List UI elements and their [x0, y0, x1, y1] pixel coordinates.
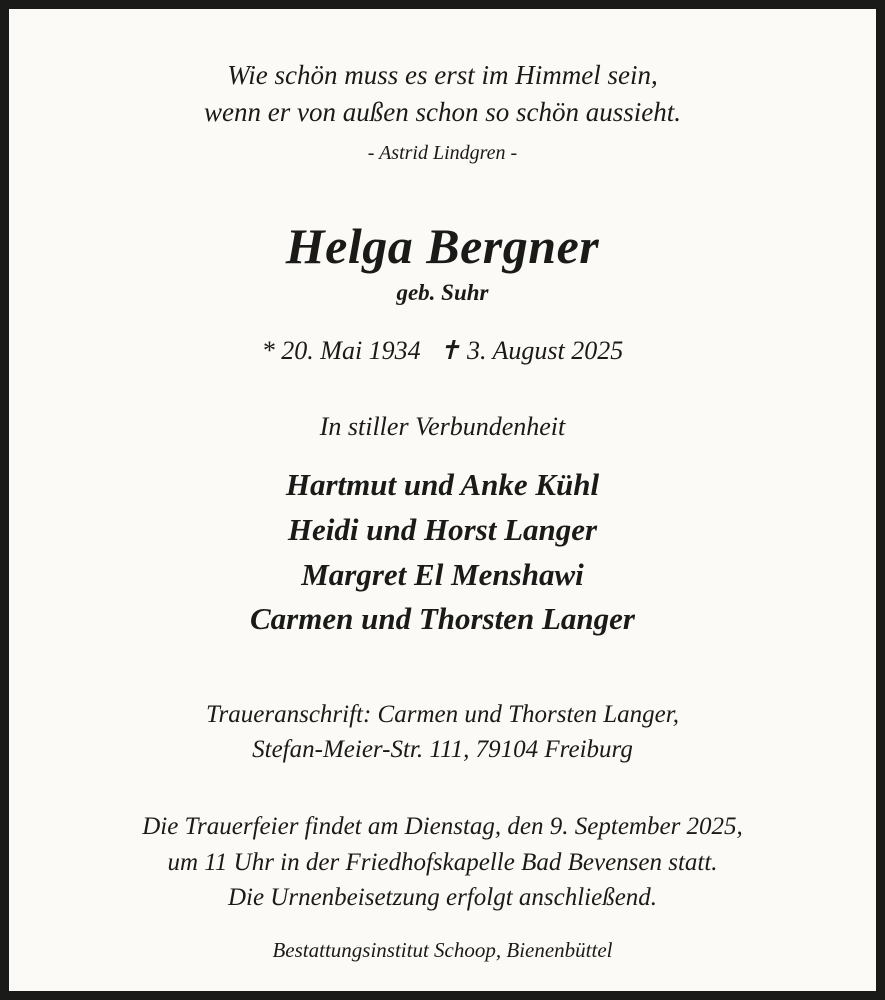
quote-line-2: wenn er von außen schon so schön aussieht. — [204, 96, 681, 127]
death-date: ✝ 3. August 2025 — [438, 335, 624, 365]
address-line-1: Traueranschrift: Carmen und Thorsten Langer, — [206, 701, 679, 729]
mourner-item: Heidi und Horst Langer — [287, 511, 598, 547]
mourner-item: Carmen und Thorsten Langer — [249, 601, 635, 637]
condolence-intro: In stiller Verbundenheit — [319, 411, 566, 441]
life-dates — [262, 336, 623, 366]
funeral-home: Bestattungsinstitut Schoop, Bienenbüttel — [272, 938, 613, 962]
ceremony-line-3: Die Urnenbeisetzung erfolgt anschließend. — [227, 884, 658, 912]
mourners-list — [250, 466, 635, 638]
quote-text — [204, 57, 681, 130]
quote-line-1: Wie schön muss es erst im Himmel sein, — [227, 60, 658, 90]
ceremony-line-1: Die Trauerfeier findet am Dienstag, den 9. September 2025, — [142, 813, 743, 841]
mourner-item: Hartmut und Anke Kühl — [285, 466, 600, 502]
mourning-address — [206, 698, 679, 767]
ceremony-details — [142, 809, 743, 916]
deceased-maiden-name: geb. Suhr — [396, 279, 489, 305]
birth-date: * 20. Mai 1934 — [261, 335, 421, 365]
quote-author: - Astrid Lindgren - — [367, 142, 518, 165]
mourner-item: Margret El Menshawi — [301, 556, 584, 592]
ceremony-line-2: um 11 Uhr in der Friedhofskapelle Bad Bevensen statt. — [167, 848, 718, 876]
address-line-2: Stefan-Meier-Str. 111, 79104 Freiburg — [252, 735, 633, 763]
deceased-name: Helga Bergner — [285, 218, 600, 275]
